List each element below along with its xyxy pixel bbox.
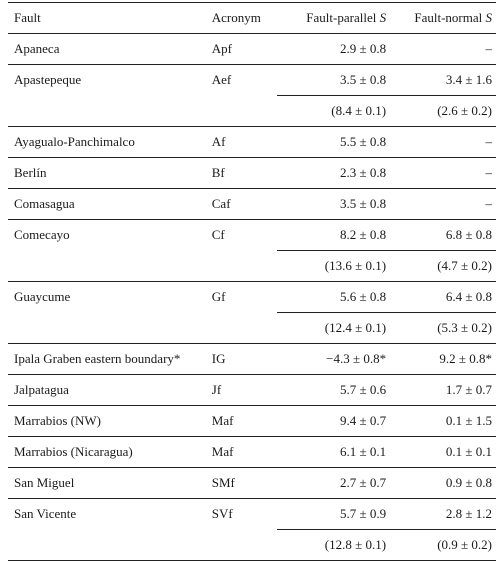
table-row [8,189,496,220]
header-fault-parallel [277,3,394,34]
cell-fault-parallel: 6.1 ± 0.1 [339,444,387,459]
cell-fault: Comecayo [14,227,70,243]
cell-fault [8,96,208,127]
cell-acronym: Bf [211,165,225,180]
table-row-bracketed [8,313,496,344]
cell-fault-parallel: 5.6 ± 0.8 [339,289,387,304]
cell-fault [8,530,208,561]
cell-fault-normal: 6.4 ± 0.8 [445,289,492,304]
cell-acronym [208,96,277,127]
table-row-bracketed [8,251,496,282]
cell-fault-parallel: 5.7 ± 0.9 [339,506,387,521]
cell-fault-normal: – [485,196,492,211]
cell-fault-normal: 3.4 ± 1.6 [445,72,492,87]
cell-fault: Guaycume [14,289,71,305]
cell-acronym [208,530,277,561]
table-row-bracketed [8,530,496,561]
cell-acronym [208,313,277,344]
cell-fault: Comasagua [14,196,75,211]
cell-fault-parallel: 3.5 ± 0.8 [339,196,387,211]
table-header-row [8,3,496,34]
cell-fault-parallel: 9.4 ± 0.7 [339,413,387,428]
cell-acronym: SMf [211,475,235,490]
cell-fault-parallel: 5.7 ± 0.6 [339,382,387,397]
cell-acronym: IG [211,351,226,366]
cell-fault-normal: 0.1 ± 0.1 [445,444,492,459]
cell-fault-normal: (2.6 ± 0.2) [394,96,496,127]
header-fault-normal-label: Fault-normal [414,10,483,25]
cell-acronym: Cf [211,227,225,243]
cell-fault-normal: – [485,134,492,149]
fault-slip-table [8,2,496,561]
table-row [8,499,496,530]
header-symbol-s: S [379,10,387,25]
cell-acronym: Jf [211,382,222,397]
cell-fault-parallel: 2.9 ± 0.8 [339,41,387,56]
cell-fault-normal: (5.3 ± 0.2) [394,313,496,344]
cell-fault: San Miguel [14,475,75,490]
cell-fault-parallel: (12.8 ± 0.1) [277,530,394,561]
header-fault-parallel-label: Fault-parallel [306,10,377,25]
cell-fault: Marrabios (Nicaragua) [14,444,133,459]
cell-acronym: Maf [211,444,234,459]
cell-acronym: Apf [211,41,232,56]
cell-acronym [208,251,277,282]
table-row [8,375,496,406]
cell-acronym: SVf [211,506,233,522]
cell-fault-parallel: 2.7 ± 0.7 [339,475,387,490]
table-row [8,437,496,468]
cell-acronym: Caf [211,196,231,211]
table-row [8,468,496,499]
cell-fault-normal: 6.8 ± 0.8 [445,227,492,242]
header-symbol-s: S [485,10,492,25]
table-row-bracketed [8,96,496,127]
table-row [8,65,496,96]
cell-fault: Apaneca [14,41,60,56]
table-row [8,220,496,251]
cell-fault: Berlín [14,165,47,180]
cell-fault-normal: 1.7 ± 0.7 [445,382,492,397]
cell-fault-parallel: 5.5 ± 0.8 [339,134,387,149]
table-row [8,34,496,65]
cell-fault-parallel: 3.5 ± 0.8 [339,72,387,87]
cell-fault-normal: (0.9 ± 0.2) [394,530,496,561]
cell-fault: Jalpatagua [14,382,69,397]
cell-fault-normal: (4.7 ± 0.2) [394,251,496,282]
table-row [8,282,496,313]
table-row [8,158,496,189]
cell-fault: Marrabios (NW) [14,413,101,428]
cell-acronym: Gf [211,289,226,305]
header-fault-normal [394,3,496,34]
table-row [8,127,496,158]
cell-fault: San Vicente [14,506,77,522]
cell-acronym: Aef [211,72,232,88]
cell-fault-normal: 0.1 ± 1.5 [445,413,492,428]
cell-fault [8,251,208,282]
cell-fault-normal: 2.8 ± 1.2 [445,506,492,521]
cell-fault-normal: – [485,165,492,180]
cell-fault-normal: – [485,41,492,56]
cell-acronym: Af [211,134,226,149]
cell-fault-parallel: 8.2 ± 0.8 [339,227,387,242]
cell-fault-parallel: (12.4 ± 0.1) [277,313,394,344]
cell-fault-parallel: −4.3 ± 0.8* [326,351,387,366]
table-row [8,344,496,375]
cell-fault: Ipala Graben eastern boundary* [14,351,181,366]
cell-fault-parallel: (8.4 ± 0.1) [277,96,394,127]
header-acronym: Acronym [211,10,261,25]
cell-fault-normal: 0.9 ± 0.8 [445,475,492,490]
cell-fault: Apastepeque [14,72,82,88]
cell-fault-parallel: (13.6 ± 0.1) [277,251,394,282]
cell-fault-parallel: 2.3 ± 0.8 [339,165,387,180]
cell-fault-normal: 9.2 ± 0.8* [439,351,492,366]
cell-fault [8,313,208,344]
table-body [8,34,496,561]
cell-fault: Ayagualo-Panchimalco [14,134,135,149]
table-row [8,406,496,437]
header-fault: Fault [14,10,41,25]
cell-acronym: Maf [211,413,234,428]
